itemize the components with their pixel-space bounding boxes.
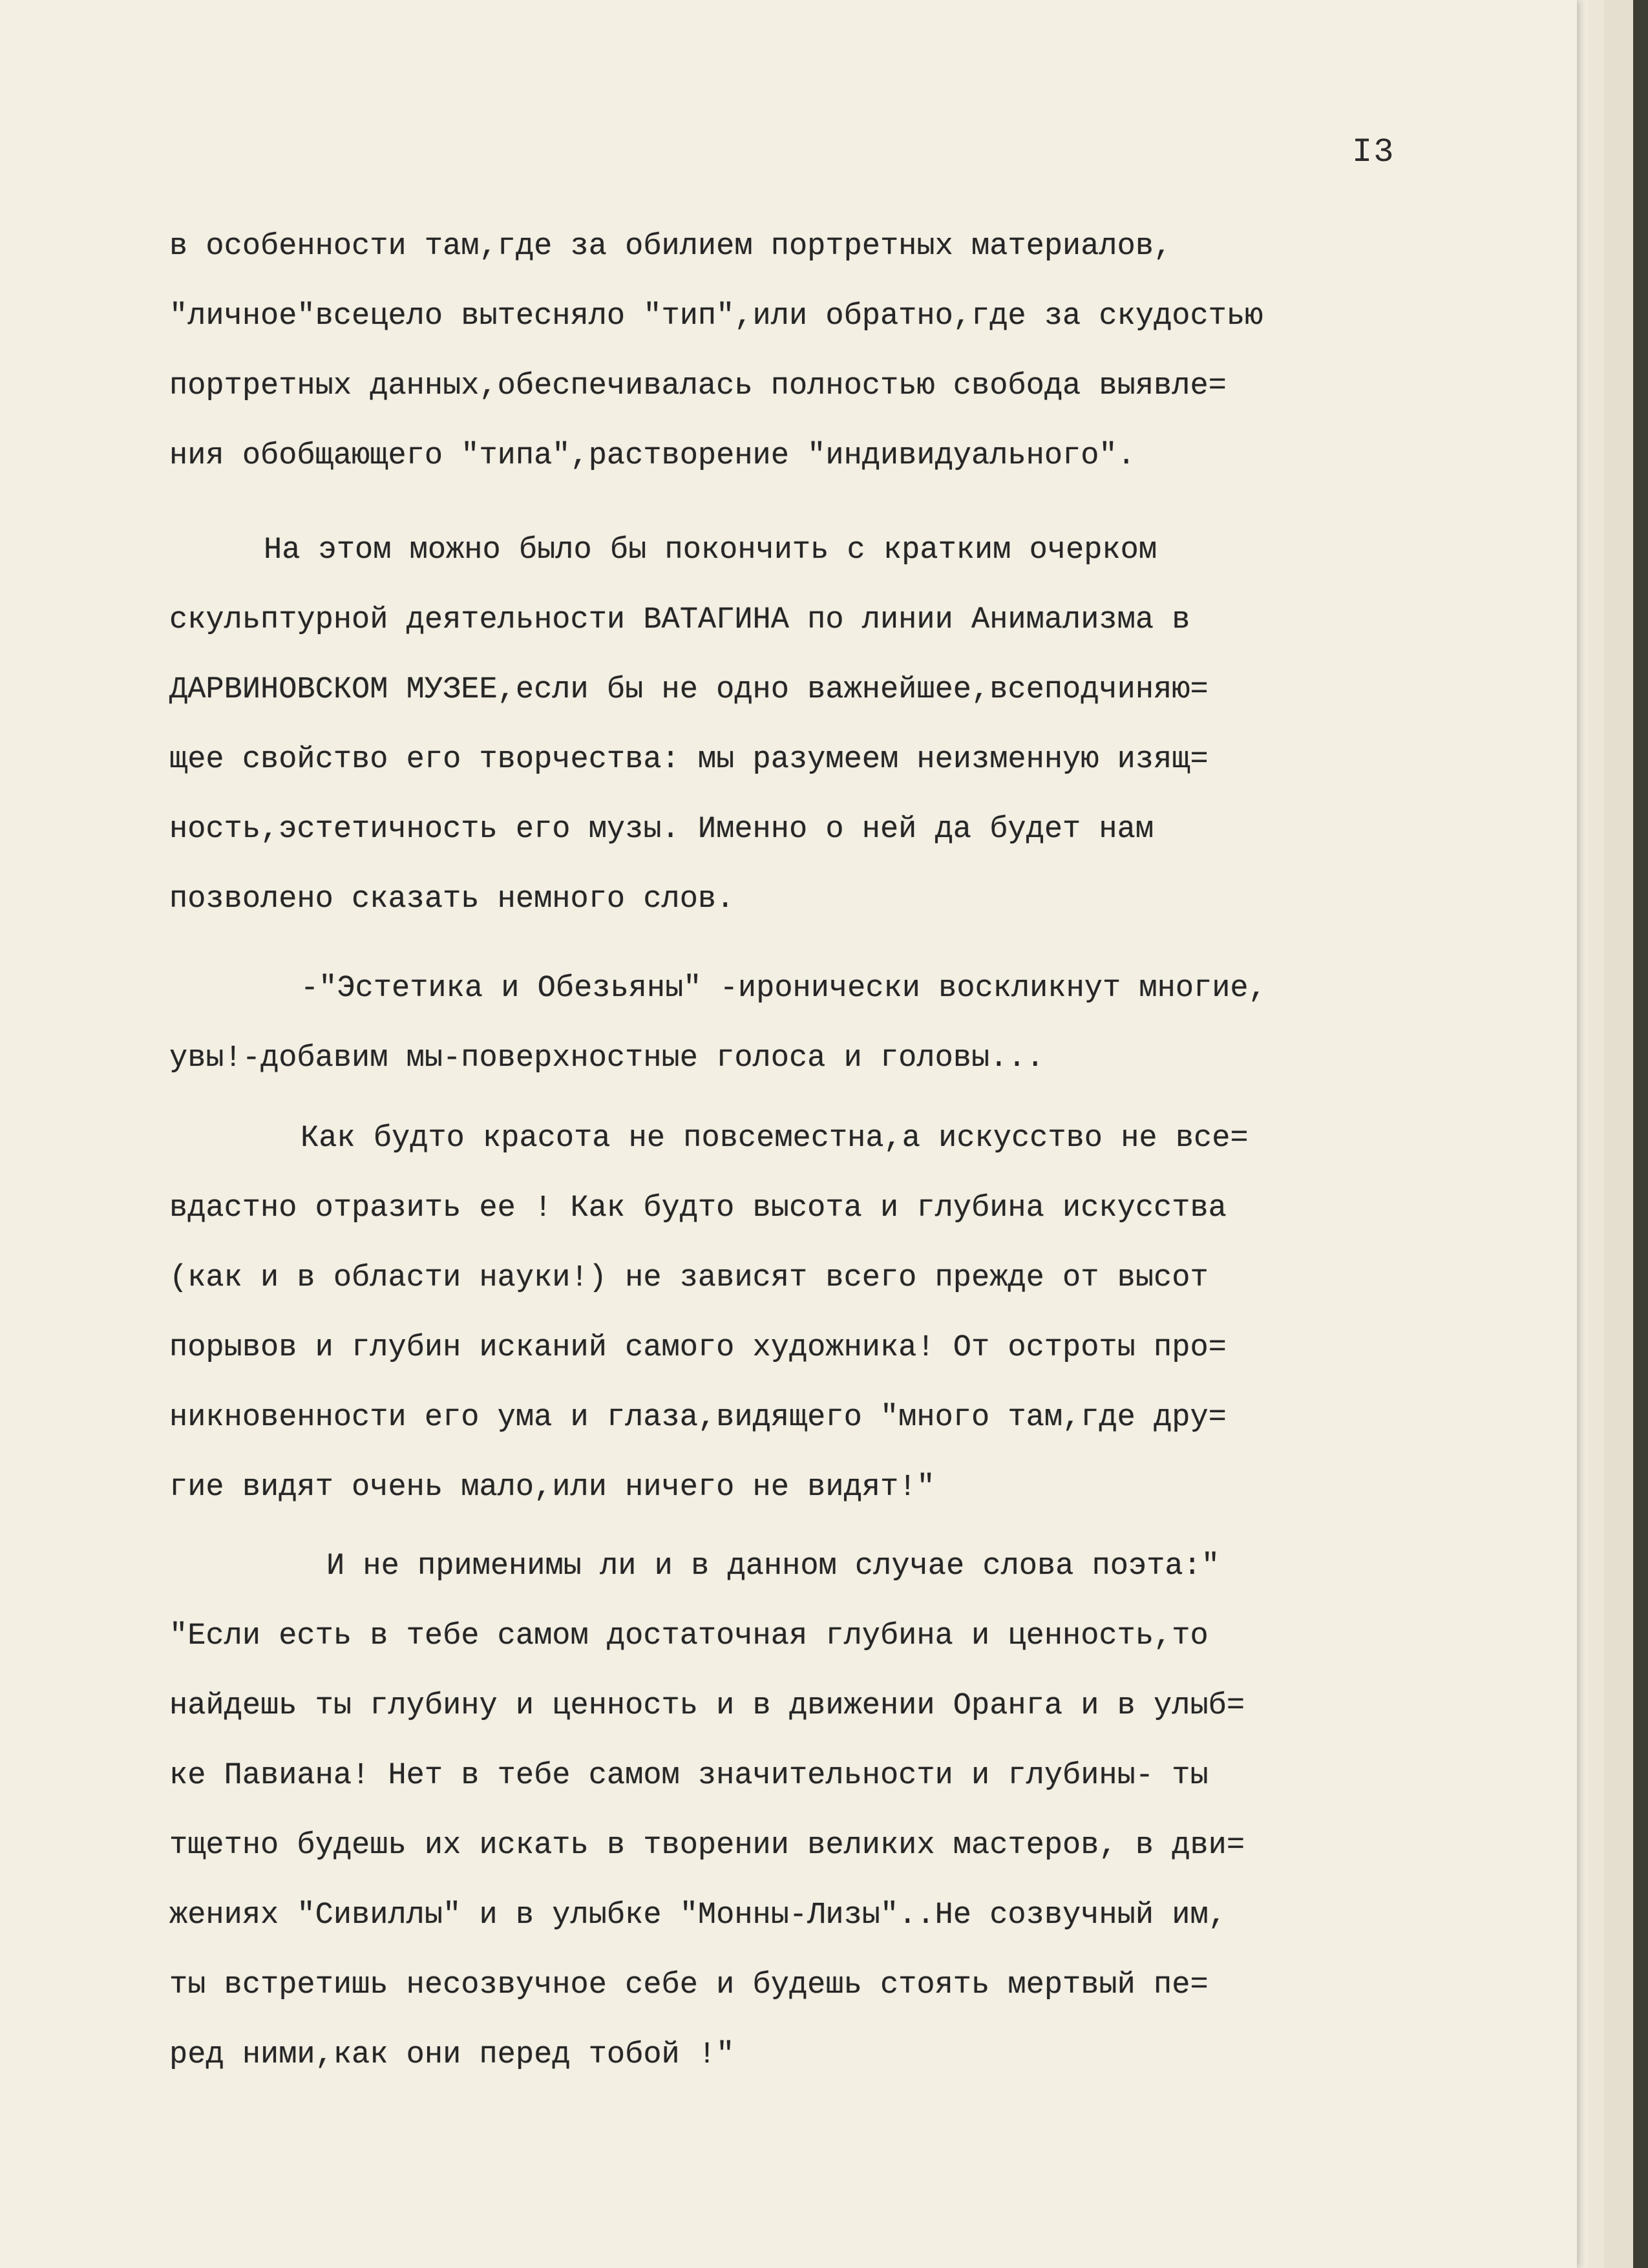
text-line: позволено сказать немного слов.: [169, 882, 735, 917]
text-line: найдешь ты глубину и ценность и в движении Оранга и в улыб=: [169, 1689, 1245, 1723]
text-line: (как и в области науки!) не зависят всего прежде от высот: [169, 1261, 1209, 1295]
text-line: щее свойство его творчества: мы разумеем неизменную изящ=: [169, 743, 1209, 777]
text-line: ты встретишь несозвучное себе и будешь стоять мертвый пе=: [169, 1968, 1209, 2002]
text-line: гие видят очень мало,или ничего не видят!": [169, 1470, 935, 1505]
text-line: никновенности его ума и глаза,видящего "много там,где дру=: [169, 1401, 1227, 1435]
text-line: в особенности там,где за обилием портретных материалов,: [169, 229, 1172, 264]
text-line: скульптурной деятельности ВАТАГИНА по линии Анимализма в: [169, 603, 1190, 637]
text-line: жениях "Сивиллы" и в улыбке "Монны-Лизы"..Не созвучный им,: [169, 1898, 1227, 1933]
text-line: ДАРВИНОВСКОМ МУЗЕЕ,если бы не одно важнейшее,всеподчиняю=: [169, 673, 1209, 707]
page-number: I3: [1352, 133, 1395, 171]
text-line: "личное"всецело вытесняло "тип",или обратно,где за скудостью: [169, 299, 1263, 334]
text-line: ред ними,как они перед тобой !": [169, 2038, 735, 2072]
text-line: ния обобщающего "типа",растворение "индивидуального".: [169, 439, 1136, 473]
text-line: тщетно будешь их искать в творении великих мастеров, в дви=: [169, 1828, 1245, 1863]
text-line: -"Эстетика и Обезьяны" -иронически воскликнут многие,: [301, 971, 1267, 1006]
text-line: И не применимы ли и в данном случае слова поэта:": [326, 1549, 1220, 1584]
text-line: ность,эстетичность его музы. Именно о ней да будет нам: [169, 812, 1154, 847]
text-line: увы!-добавим мы-поверхностные голоса и головы...: [169, 1041, 1044, 1076]
text-line: ке Павиана! Нет в тебе самом значительности и глубины- ты: [169, 1759, 1209, 1793]
text-line: вдастно отразить ее ! Как будто высота и глубина искусства: [169, 1191, 1227, 1225]
text-line: Как будто красота не повсеместна,а искусство не все=: [301, 1121, 1249, 1156]
text-line: порывов и глубин исканий самого художника! От остроты про=: [169, 1331, 1227, 1365]
text-line: "Если есть в тебе самом достаточная глубина и ценность,то: [169, 1619, 1209, 1653]
text-line: На этом можно было бы покончить с кратким очерком: [264, 533, 1157, 567]
text-line: портретных данных,обеспечивалась полностью свобода выявле=: [169, 369, 1227, 403]
